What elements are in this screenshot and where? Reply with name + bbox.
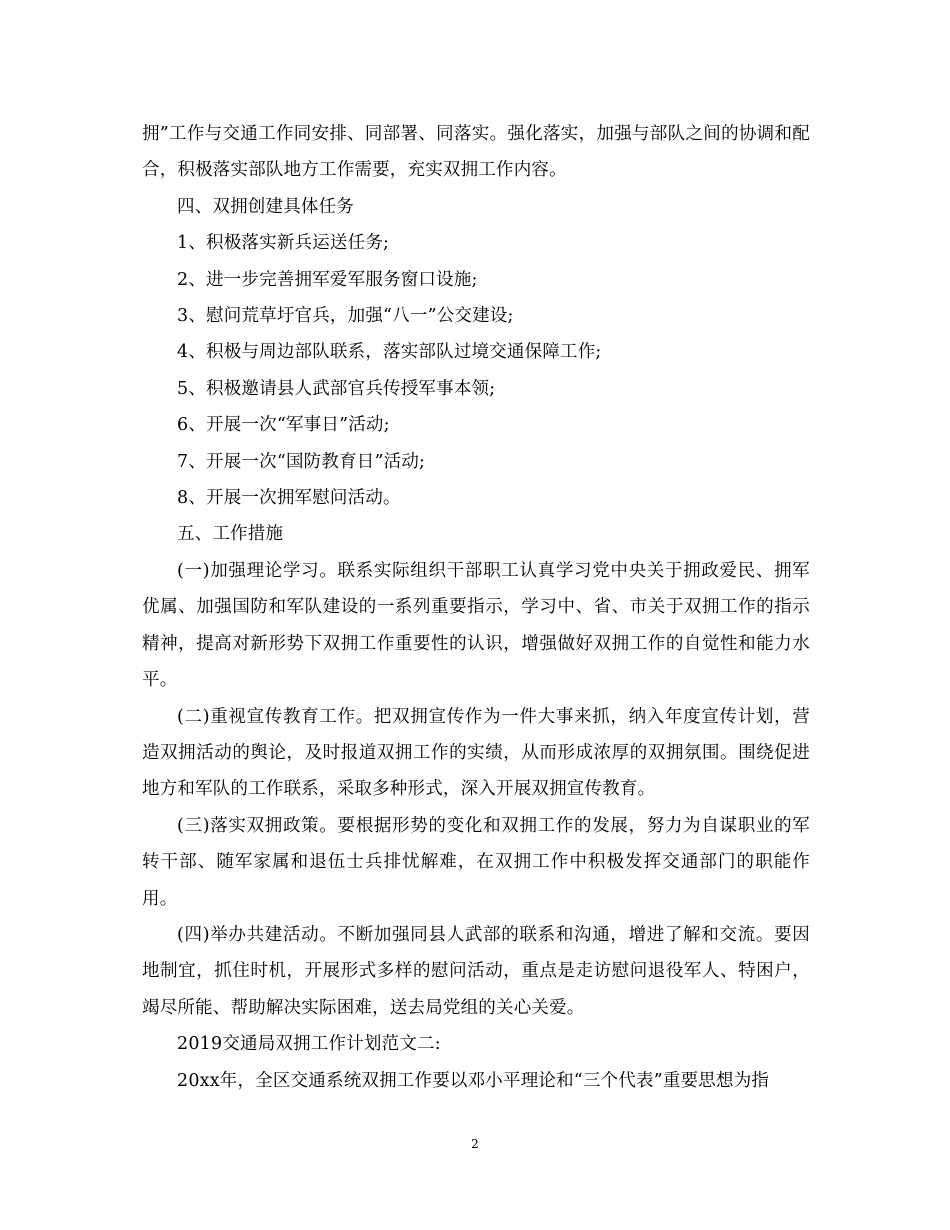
measure-paragraph: (二)重视宣传教育工作。把双拥宣传作为一件大事来抓，纳入年度宣传计划，营造双拥活动的舆论，及时报道双拥工作的实绩，从而形成浓厚的双拥氛围。围绕促进地方和军队的工作联系，采取多种形式，深入开展双拥宣传教育。	[142, 706, 810, 800]
measure-paragraph: (一)加强理论学习。联系实际组织干部职工认真学习党中央关于拥政爱民、拥军优属、加强国防和军队建设的一系列重要指示，学习中、省、市关于双拥工作的指示精神，提高对新形势下双拥工作重要性的认识，增强做好双拥工作的自觉性和能力水平。	[142, 560, 810, 691]
measure-paragraph: (四)举办共建活动。不断加强同县人武部的联系和沟通，增进了解和交流。要因地制宜，抓住时机，开展形式多样的慰问活动，重点是走访慰问退役军人、特困户，竭尽所能、帮助解决实际困难，送去局党组的关心关爱。	[142, 924, 810, 1018]
section-heading-tasks: 四、双拥创建具体任务	[177, 196, 354, 217]
sample-intro-paragraph: 20xx年，全区交通系统双拥工作要以邓小平理论和“三个代表”重要思想为指	[177, 1070, 770, 1091]
task-item: 7、开展一次“国防教育日”活动;	[177, 451, 426, 472]
page-number: 2	[471, 1137, 479, 1151]
section-heading-measures: 五、工作措施	[177, 524, 284, 545]
document-body	[142, 116, 810, 1099]
sample-title: 2019交通局双拥工作计划范文二:	[177, 1034, 441, 1055]
paragraph-continuation: 拥”工作与交通工作同安排、同部署、同落实。强化落实，加强与部队之间的协调和配合，积极落实部队地方工作需要，充实双拥工作内容。	[142, 124, 810, 181]
task-item: 6、开展一次“军事日”活动;	[177, 415, 390, 436]
task-item: 2、进一步完善拥军爱军服务窗口设施;	[177, 269, 478, 290]
task-item: 3、慰问荒草圩官兵，加强“八一”公交建设;	[177, 306, 514, 327]
task-item: 5、积极邀请县人武部官兵传授军事本领;	[177, 378, 496, 399]
task-item: 8、开展一次拥军慰问活动。	[177, 488, 401, 509]
measure-paragraph: (三)落实双拥政策。要根据形势的变化和双拥工作的发展，努力为自谋职业的军转干部、随军家属和退伍士兵排忧解难，在双拥工作中积极发挥交通部门的职能作用。	[142, 815, 810, 909]
task-item: 4、积极与周边部队联系，落实部队过境交通保障工作;	[177, 342, 602, 363]
task-item: 1、积极落实新兵运送任务;	[177, 233, 390, 254]
